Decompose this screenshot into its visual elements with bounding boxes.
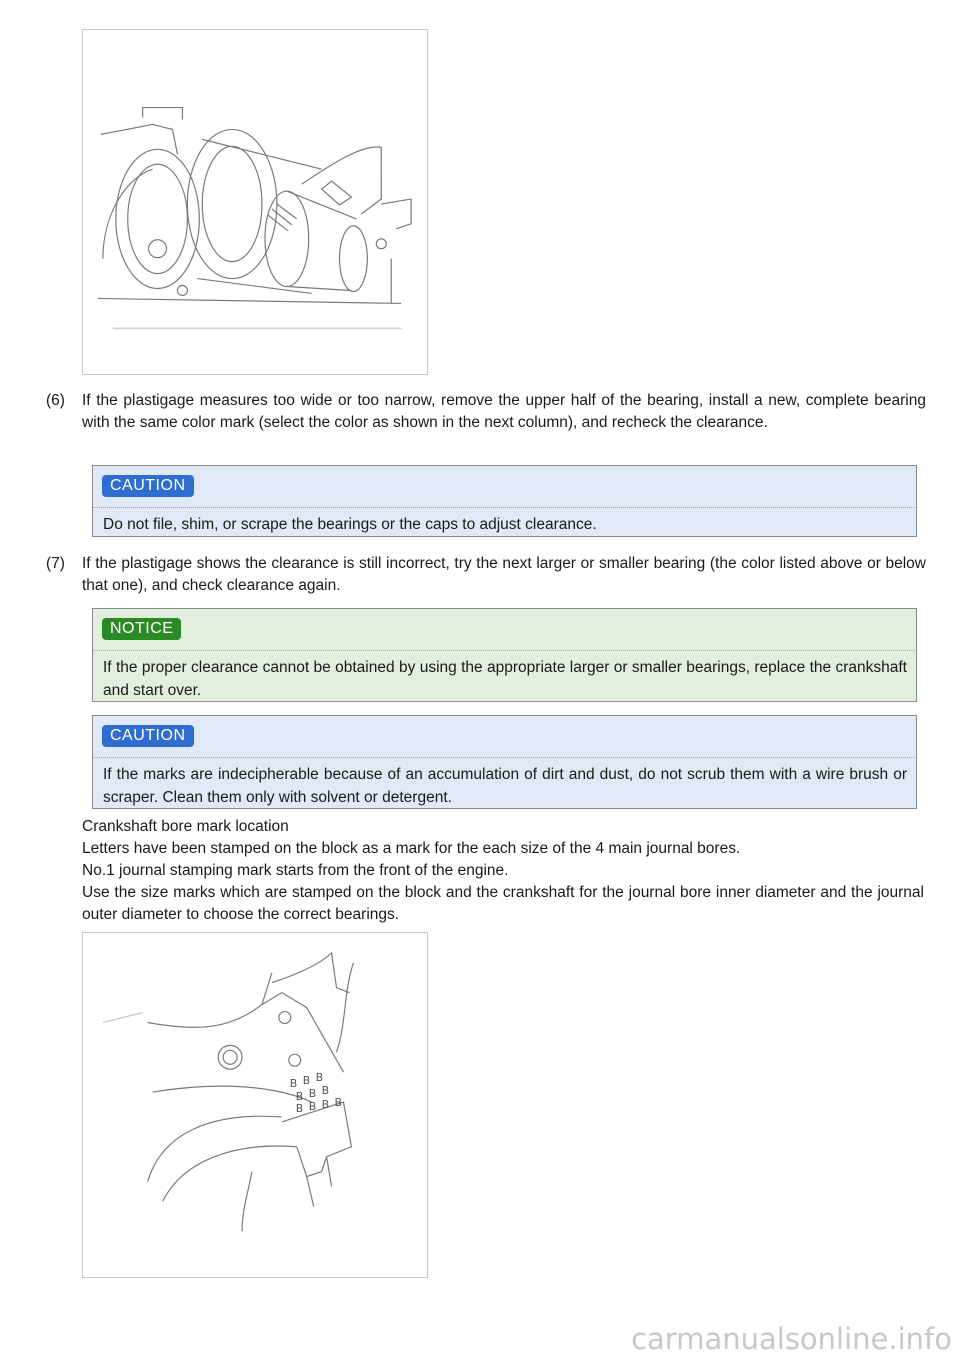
stamp-mark: B [302, 1074, 311, 1088]
stamp-mark: B [308, 1099, 317, 1113]
bore-mark-drawing [83, 933, 427, 1277]
stamp-mark: B [308, 1087, 317, 1101]
bore-section-line: Letters have been stamped on the block as a mark for the each size of the 4 main journal bores. [82, 840, 741, 857]
step-text: If the plastigage shows the clearance is still incorrect, try the next larger or smaller bearing (the color listed above or below that one), and check clearance again. [82, 555, 926, 594]
stamp-mark: B [315, 1071, 324, 1085]
caution-box [92, 715, 917, 809]
notice-text: If the proper clearance cannot be obtained by using the appropriate larger or smaller bearings, replace the crankshaft and start over. [103, 659, 907, 699]
notice-box [92, 608, 917, 702]
bore-section-line: Use the size marks which are stamped on the block and the crankshaft for the journal bore inner diameter and the journal outer diameter to choose the correct bearings. [82, 884, 924, 923]
notice-label: NOTICE [102, 618, 181, 640]
caution-text: If the marks are indecipherable because of an accumulation of dirt and dust, do not scrub them with a wire brush or scraper. Clean them only with solvent or detergent. [103, 766, 907, 806]
stamp-marks [290, 1071, 342, 1115]
plastigage-figure [82, 29, 428, 375]
callout-header [93, 609, 916, 651]
stamp-mark: B [289, 1077, 298, 1091]
step-6 [46, 390, 926, 434]
bore-section-title: Crankshaft bore mark location [82, 818, 289, 835]
step-text: If the plastigage measures too wide or too narrow, remove the upper half of the bearing, install a new, complete bearing with the same color mark (select the color as shown in the next column), and recheck the clearance. [82, 392, 926, 431]
step-7 [46, 553, 926, 597]
stamp-mark: B [321, 1084, 330, 1098]
callout-header [93, 716, 916, 758]
caution-label: CAUTION [102, 725, 194, 747]
callout-header [93, 466, 916, 508]
stamp-mark: B [295, 1090, 304, 1104]
step-number: (7) [46, 555, 65, 572]
step-number: (6) [46, 392, 65, 409]
caution-label: CAUTION [102, 475, 194, 497]
stamp-mark: B [321, 1097, 330, 1111]
caution-text: Do not file, shim, or scrape the bearings or the caps to adjust clearance. [103, 516, 597, 533]
plastigage-drawing [83, 30, 427, 374]
caution-box [92, 465, 917, 537]
watermark: carmanualsonline.info [631, 1322, 952, 1356]
bore-mark-figure [82, 932, 428, 1278]
stamp-mark: B [334, 1095, 343, 1109]
bore-section-line: No.1 journal stamping mark starts from the front of the engine. [82, 862, 509, 879]
stamp-mark: B [295, 1101, 304, 1115]
